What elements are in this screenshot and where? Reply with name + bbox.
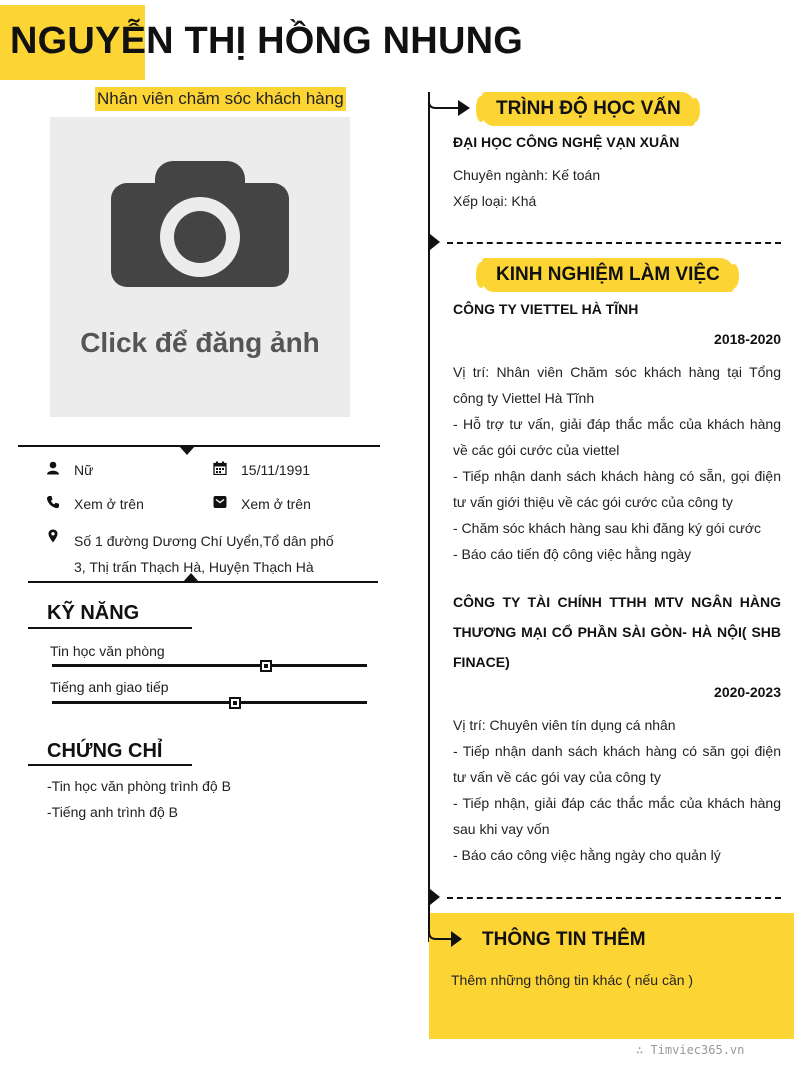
job-detail: - Tiếp nhận, giải đáp các thắc mắc của khách hàng sau khi vay vốn [453,795,781,837]
extra-info-text: Thêm những thông tin khác ( nếu cần ) [451,972,694,988]
photo-upload[interactable] [50,117,350,417]
job-detail: Vị trí: Nhân viên Chăm sóc khách hàng tại Tổng công ty Viettel Hà Tĩnh [453,364,781,406]
watermark: ∴ Timviec365.vn [636,1043,745,1057]
divider-marker-up [183,573,199,582]
gender-value: Nữ [74,462,94,478]
address-value: Số 1 đường Dương Chí Uyển,Tổ dân phố 3, Thị trấn Thạch Hà, Huyện Thạch Hà [74,533,334,575]
photo-upload-label: Click để đăng ảnh [80,327,320,358]
job-detail: Vị trí: Chuyên viên tín dụng cá nhân [453,717,676,733]
skill-bar-knob[interactable] [260,660,272,672]
job-period: 2020-2023 [714,684,781,700]
skill-bar-track [52,664,367,667]
certificate-item: -Tiếng anh trình độ B [47,804,179,820]
skill-name: Tin học văn phòng [50,643,165,659]
divider-marker-down [179,446,195,455]
job-detail: - Tiếp nhận danh sách khách hàng có sẵn, gọi điện tư vấn giới thiệu về các gói cước của công ty [453,468,781,510]
skill-bar-track [52,701,367,704]
skill-name: Tiếng anh giao tiếp [50,679,169,695]
timeline-line [428,92,430,942]
job-company: CÔNG TY TÀI CHÍNH TTHH MTV NGÂN HÀNG THƯƠNG MẠI CỔ PHẦN SÀI GÒN- HÀ NỘI( SHB FINACE) [453,594,781,670]
education-rank: Xếp loại: Khá [453,193,537,209]
skills-heading: KỸ NĂNG [47,602,140,624]
education-school: ĐẠI HỌC CÔNG NGHỆ VẠN XUÂN [453,134,680,150]
candidate-name: NGUYỄN THỊ HỒNG NHUNG [10,20,523,62]
job-detail: - Báo cáo tiến độ công việc hằng ngày [453,546,692,562]
email-icon [213,495,227,509]
certificates-underline [28,764,192,766]
skill-bar-knob[interactable] [229,697,241,709]
camera-icon [110,159,290,289]
phone-icon [46,495,60,509]
certificate-item: -Tin học văn phòng trình độ B [47,778,231,794]
timeline-marker [430,889,440,905]
certificates-heading: CHỨNG CHỈ [47,740,163,762]
extra-info-heading: THÔNG TIN THÊM [482,929,646,950]
map-pin-icon [46,529,60,543]
job-title: Nhân viên chăm sóc khách hàng [95,87,346,111]
job-detail: - Hỗ trợ tư vấn, giải đáp thắc mắc của khách hàng về các gói cước của viettel [453,416,781,458]
job-detail: - Chăm sóc khách hàng sau khi đăng ký gói cước [453,520,762,536]
timeline-arrow-icon [428,94,472,124]
education-major: Chuyên ngành: Kế toán [453,167,601,183]
experience-heading: KINH NGHIỆM LÀM VIỆC [482,258,734,292]
info-divider-bottom [28,581,378,583]
job-period: 2018-2020 [714,331,781,347]
user-icon [46,461,60,475]
section-divider [447,242,781,244]
phone-value: Xem ở trên [74,496,144,512]
job-company: CÔNG TY VIETTEL HÀ TĨNH [453,301,639,317]
job-detail: - Báo cáo công việc hằng ngày cho quản lý [453,847,721,863]
info-divider-top [18,445,380,447]
skills-underline [28,627,192,629]
calendar-icon [213,461,227,475]
birthday-value: 15/11/1991 [241,462,311,478]
section-divider [447,897,781,899]
timeline-arrow-icon [428,912,464,952]
job-detail: - Tiếp nhận danh sách khách hàng có săn gọi điện tư vấn về các gói vay của công ty [453,743,781,785]
email-value: Xem ở trên [241,496,311,512]
timeline-marker [430,234,440,250]
education-heading: TRÌNH ĐỘ HỌC VẤN [482,92,695,126]
